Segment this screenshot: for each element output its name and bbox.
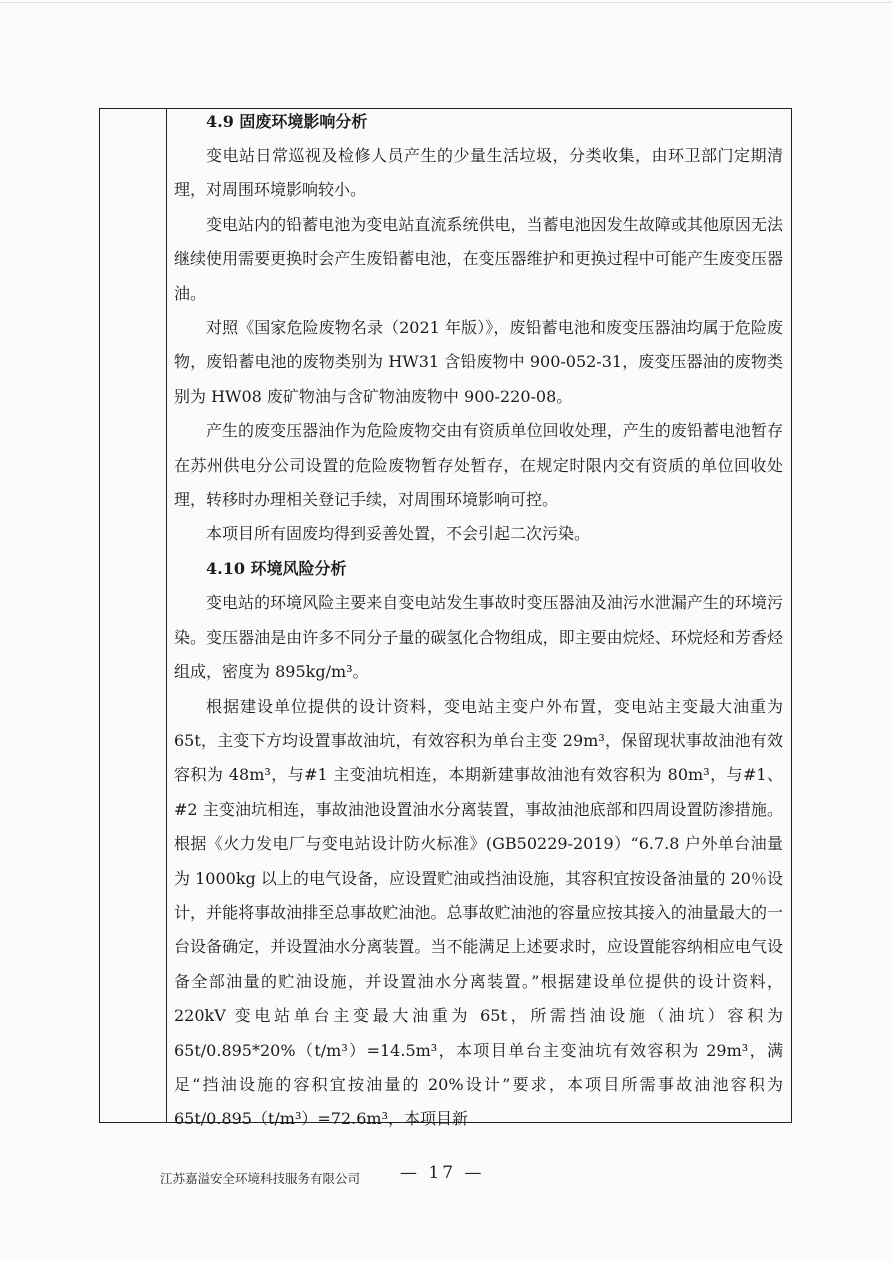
section-heading-4-9: 4.9 固废环境影响分析: [206, 112, 368, 131]
paragraph: 产生的废变压器油作为危险废物交由有资质单位回收处理，产生的废铅蓄电池暂存在苏州供电分公司设置的危险废物暂存处暂存，在规定时限内交有资质的单位回收处理，转移时办理相关登记手续，对周围环境影响可控。: [174, 421, 783, 510]
section-heading-4-10: 4.10 环境风险分析: [206, 558, 347, 578]
content-table-frame: [99, 108, 792, 1129]
paragraph: 本项目所有固废均得到妥善处置，不会引起二次污染。: [206, 524, 591, 544]
column-divider: [166, 109, 167, 1122]
paragraph: 根据建设单位提供的设计资料，变电站主变户外布置，变电站主变最大油重为 65t，主变下方均设置事故油坑，有效容积为单台主变 29m³，保留现状事故油池有效容积为 48m³，与#1 主变油坑相连，本期新建事故油池有效容积为 80m³，与#1、#2 主变油坑相连，事故油池设置油水分离装置，事故油池底部和四周设置防渗措施。根据《火力发电厂与变电站设计防火标准》(GB50229-2019）“6.7.8 户外单台油量为 1000kg 以上的电气设备，应设置贮油或挡油设施，其容积宜按设备油量的 20％设计，并能将事故油排至总事故贮油池。总事故贮油池的容量应按其接入的油量最大的一台设备确定，并设置油水分离装置。当不能满足上述要求时，应设置能容纳相应电气设备全部油量的贮油设施，并设置油水分离装置。”根据建设单位提供的设计资料，220kV 变电站单台主变最大油重为 65t，所需挡油设施（油坑）容积为 65t/0.895*20%（t/m³）=14.5m³，本项目单台主变油坑有效容积为 29m³，满足“挡油设施的容积宜按油量的 20%设计”要求，本项目所需事故油池容积为 65t/0.895（t/m³）=72.6m³，本项目新: [174, 696, 783, 1129]
paragraph: 变电站内的铅蓄电池为变电站直流系统供电，当蓄电池因发生故障或其他原因无法继续使用需要更换时会产生废铅蓄电池，在变压器维护和更换过程中可能产生废变压器油。: [174, 214, 783, 303]
paragraph: 对照《国家危险废物名录（2021 年版）》，废铅蓄电池和废变压器油均属于危险废物，废铅蓄电池的废物类别为 HW31 含铅废物中 900-052-31，废变压器油的废物类别为 HW08 废矿物油与含矿物油废物中 900-220-08。: [174, 318, 783, 406]
top-rule: [0, 2, 892, 3]
paragraph: 变电站日常巡视及检修人员产生的少量生活垃圾，分类收集，由环卫部门定期清理，对周围环境影响较小。: [174, 146, 783, 200]
page-footer: [160, 1163, 720, 1195]
paragraph: 变电站的环境风险主要来自变电站发生事故时变压器油及油污水泄漏产生的环境污染。变压器油是由许多不同分子量的碳氢化合物组成，即主要由烷烃、环烷烃和芳香烃组成，密度为 895kg/m³。: [174, 593, 783, 682]
company-name: 江苏嘉溢安全环境科技服务有限公司: [160, 1171, 361, 1186]
content-cell: [174, 109, 783, 1137]
page-number: — 17 —: [400, 1163, 485, 1183]
